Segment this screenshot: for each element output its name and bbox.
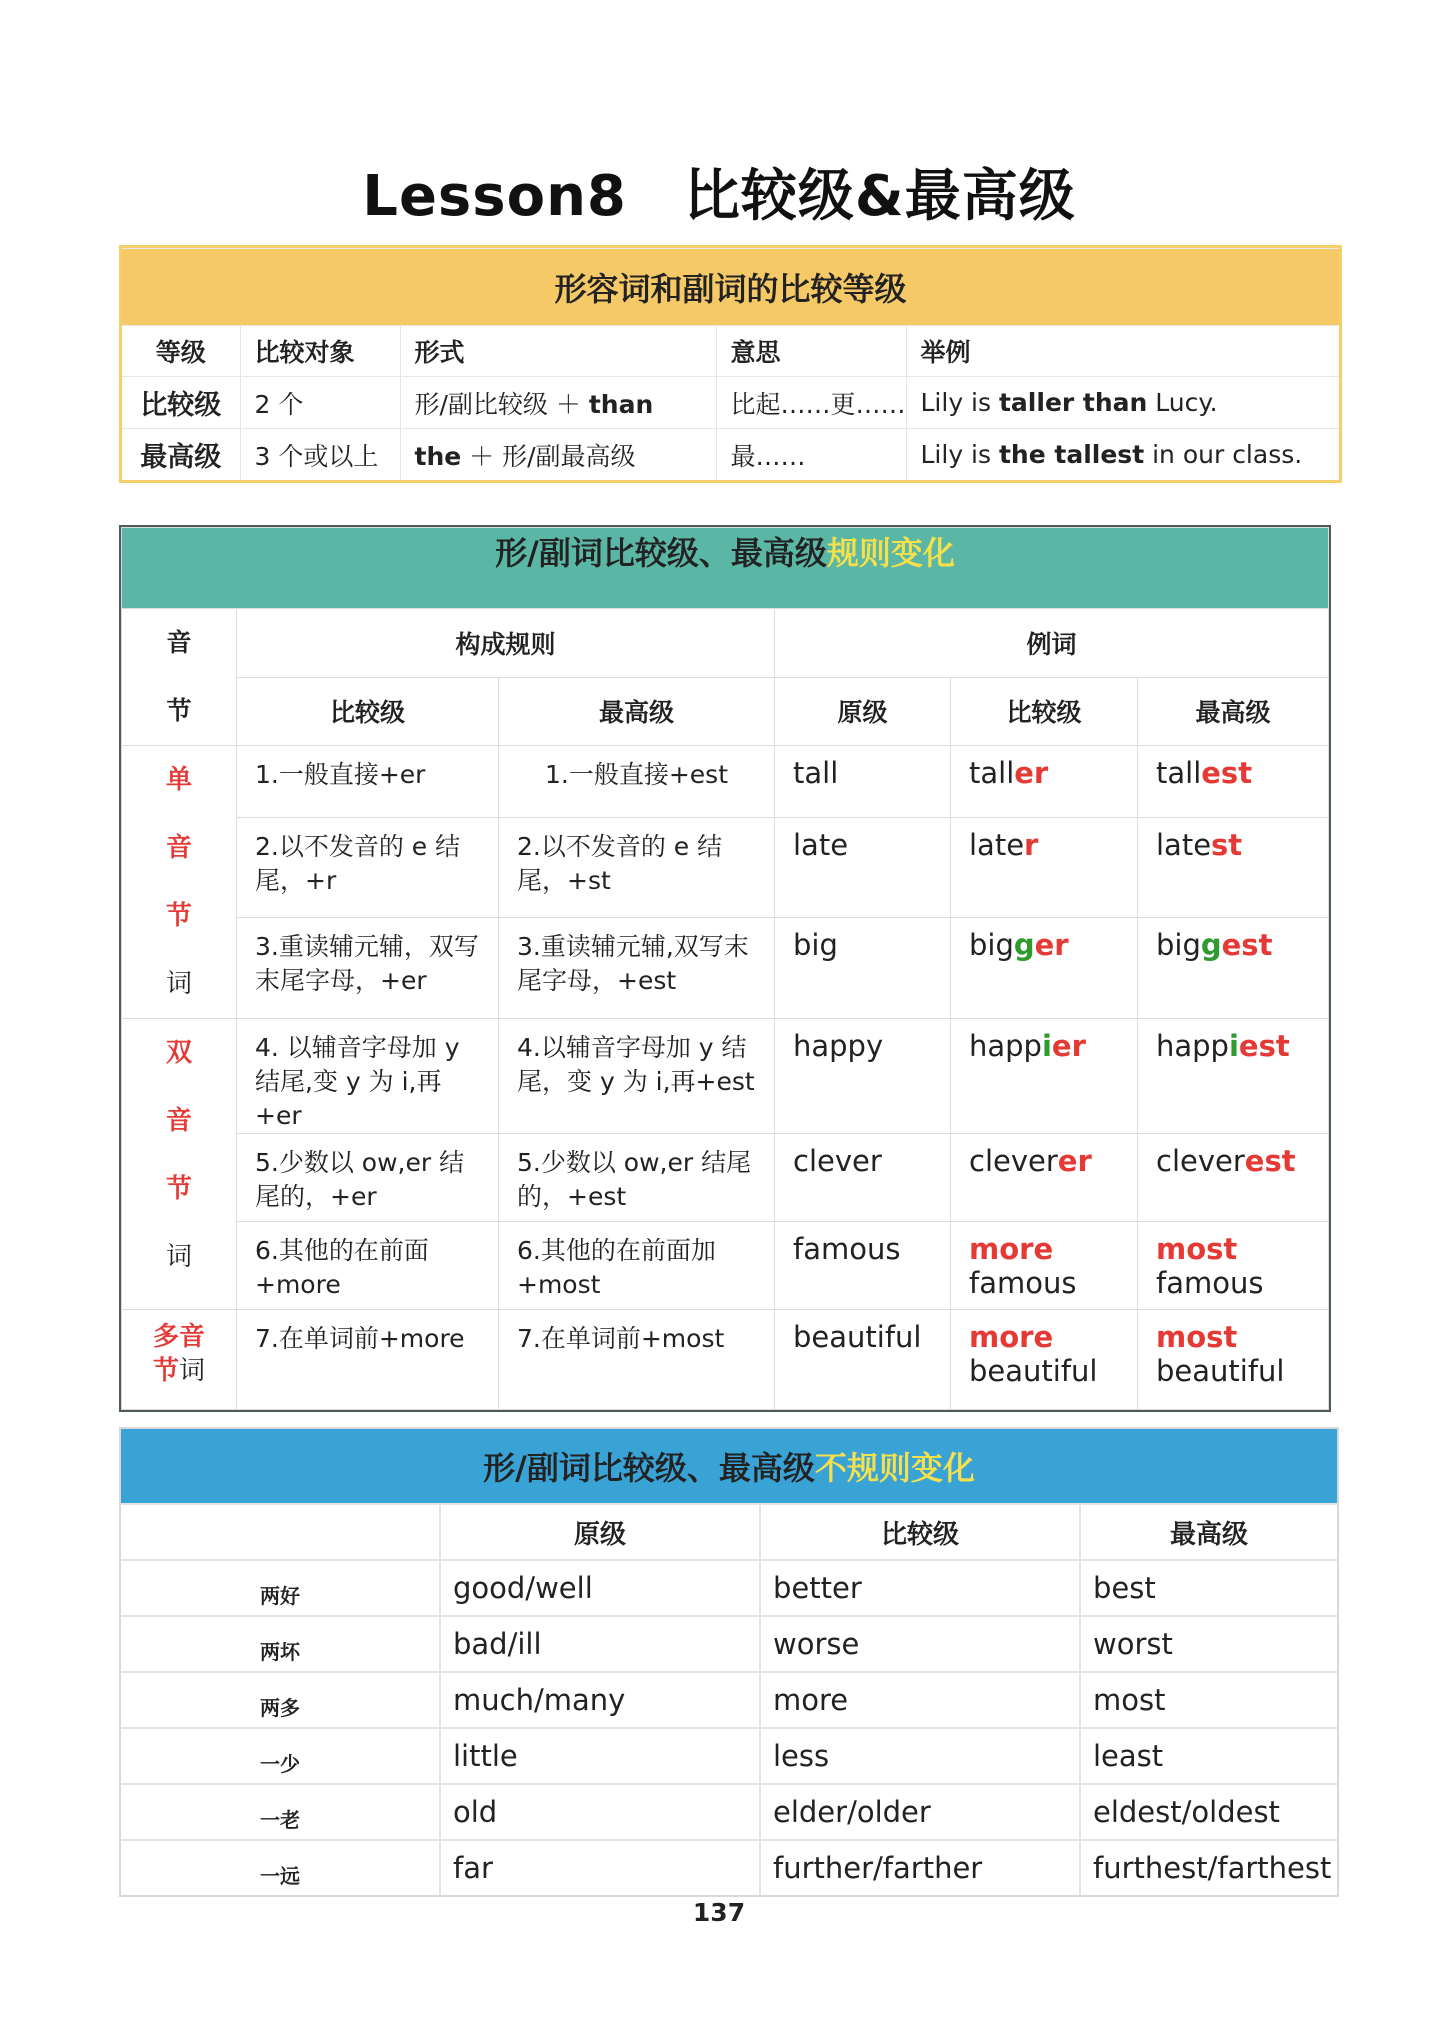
word-suffix: est (1244, 1144, 1296, 1178)
rule-superlative: 4.以辅音字母加 y 结尾，变 y 为 i,再+est (499, 1019, 775, 1134)
word-suffix: er (1014, 756, 1049, 790)
comparative-word: further/farther (760, 1840, 1080, 1895)
word-suffix: r (1024, 827, 1039, 862)
regular-changes-table (119, 525, 1331, 1412)
table-row (122, 1019, 1329, 1134)
rule-comparative: 2.以不发音的 e 结尾，+r (237, 817, 499, 918)
rule-superlative: 3.重读辅元辅,双写末尾字母，+est (499, 918, 775, 1019)
group-char: 音 (165, 833, 192, 863)
group-char: 单 (165, 765, 192, 795)
table-row (121, 1672, 1337, 1728)
page-title: Lesson8 比较级&最高级 (362, 164, 1076, 229)
rule-comparative: 6.其他的在前面+more (237, 1222, 499, 1310)
example-keyword: taller than (998, 388, 1148, 417)
word-stem: late (1156, 827, 1212, 862)
word-stem: tall (969, 756, 1015, 790)
superlative-word (1138, 918, 1329, 1019)
col-header-meaning: 意思 (716, 326, 906, 377)
example-cell (906, 377, 1339, 429)
col-header-group (121, 1504, 440, 1560)
word-stem: famous (1156, 1266, 1264, 1300)
rule-superlative: 7.在单词前+most (499, 1310, 775, 1410)
form-cell (400, 377, 716, 429)
changed-letter: i (1041, 1029, 1052, 1063)
col-header-base: 原级 (440, 1504, 760, 1560)
word-prefix: most (1156, 1320, 1238, 1354)
word-suffix: er (1051, 1029, 1086, 1063)
superlative-word (1138, 1134, 1329, 1222)
group-label: 一老 (121, 1784, 440, 1840)
table-row (122, 746, 1329, 818)
table-row (122, 1310, 1329, 1410)
rule-superlative: 5.少数以 ow,er 结尾的，+est (499, 1134, 775, 1222)
form-keyword: the (414, 441, 462, 471)
word-suffix: er (1034, 928, 1069, 963)
word-prefix: more (969, 1320, 1054, 1354)
rule-superlative: 2.以不发音的 e 结尾，+st (499, 817, 775, 918)
group-char: 节 (152, 1356, 179, 1386)
level-label: 比较级 (122, 377, 240, 429)
table-row (121, 1840, 1337, 1895)
subheader-superlative: 最高级 (1138, 677, 1329, 746)
group-char: 词 (179, 1356, 206, 1386)
example-text: Lucy. (1147, 388, 1218, 417)
base-word: much/many (440, 1672, 760, 1728)
word-suffix: est (1201, 756, 1253, 790)
word-stem: big (1156, 928, 1201, 963)
group-label: 两多 (121, 1672, 440, 1728)
base-word: clever (775, 1134, 951, 1222)
example-keyword: the tallest (998, 440, 1145, 469)
table-row (121, 1728, 1337, 1784)
subheader-superlative-rule: 最高级 (499, 677, 775, 746)
superlative-word: best (1080, 1560, 1337, 1616)
table-row (122, 1134, 1329, 1222)
syllable-header-char: 音 (166, 628, 192, 657)
group-single-syllable (122, 746, 237, 1019)
col-header-superlative: 最高级 (1080, 1504, 1337, 1560)
doubled-letter: g (1200, 928, 1222, 963)
form-text: ＋ 形/副最高级 (461, 441, 636, 471)
base-word: tall (775, 746, 951, 818)
word-suffix: est (1238, 1029, 1290, 1063)
group-multi-syllable (122, 1310, 237, 1410)
comparative-word (951, 1019, 1138, 1134)
rule-comparative: 7.在单词前+more (237, 1310, 499, 1410)
superlative-word: furthest/farthest (1080, 1840, 1337, 1895)
col-header-form: 形式 (400, 326, 716, 377)
example-cell (906, 429, 1339, 481)
table-row (122, 918, 1329, 1019)
example-header: 例词 (775, 609, 1329, 678)
base-word: bad/ill (440, 1616, 760, 1672)
group-label: 一少 (121, 1728, 440, 1784)
table-row (122, 377, 1339, 429)
rule-comparative: 1.一般直接+er (237, 746, 499, 818)
form-text: 形/副比较级 ＋ (414, 389, 589, 419)
word-stem: beautiful (969, 1354, 1098, 1388)
table-row (122, 429, 1339, 481)
col-header-level: 等级 (122, 326, 240, 377)
word-prefix: more (969, 1232, 1054, 1266)
changed-letter: i (1228, 1029, 1239, 1063)
heading-text: 形/副词比较级、最高级 (495, 534, 827, 572)
heading-highlight: 不规则变化 (814, 1449, 975, 1487)
group-label: 两好 (121, 1560, 440, 1616)
superlative-word: eldest/oldest (1080, 1784, 1337, 1840)
table2-heading (122, 528, 1329, 609)
comparative-word: better (760, 1560, 1080, 1616)
word-stem: clever (1156, 1144, 1245, 1178)
word-suffix: er (1057, 1144, 1092, 1178)
example-text: in our class. (1144, 440, 1303, 469)
comparative-word: more (760, 1672, 1080, 1728)
superlative-word (1138, 1310, 1329, 1410)
base-word: little (440, 1728, 760, 1784)
superlative-word: most (1080, 1672, 1337, 1728)
base-word: good/well (440, 1560, 760, 1616)
form-keyword: than (588, 389, 654, 419)
col-header-object: 比较对象 (240, 326, 400, 377)
syllable-header (122, 609, 237, 746)
comparative-word (951, 918, 1138, 1019)
group-label: 一远 (121, 1840, 440, 1895)
word-stem: tall (1156, 756, 1202, 790)
comparative-word: elder/older (760, 1784, 1080, 1840)
table3-heading (121, 1429, 1337, 1504)
word-stem: happ (1156, 1029, 1229, 1063)
superlative-word (1138, 1019, 1329, 1134)
table-row (122, 817, 1329, 918)
word-suffix: est (1221, 928, 1273, 963)
group-char: 多音 (152, 1322, 205, 1352)
table-row (121, 1784, 1337, 1840)
word-stem: big (969, 928, 1014, 963)
irregular-changes-table (119, 1427, 1339, 1897)
word-stem: happ (969, 1029, 1042, 1063)
form-cell (400, 429, 716, 481)
rule-superlative: 6.其他的在前面加+most (499, 1222, 775, 1310)
syllable-header-char: 节 (166, 696, 192, 725)
meaning-cell: 比起……更…… (716, 377, 906, 429)
comparative-word (951, 817, 1138, 918)
base-word: happy (775, 1019, 951, 1134)
group-double-syllable (122, 1019, 237, 1310)
page-number: 137 (692, 1898, 746, 1927)
example-text: Lily is (920, 440, 999, 469)
base-word: old (440, 1784, 760, 1840)
superlative-word: least (1080, 1728, 1337, 1784)
superlative-word (1138, 1222, 1329, 1310)
base-word: famous (775, 1222, 951, 1310)
word-suffix: st (1211, 827, 1243, 862)
comparative-word (951, 1134, 1138, 1222)
col-header-comparative: 比较级 (760, 1504, 1080, 1560)
meaning-cell: 最…… (716, 429, 906, 481)
rule-comparative: 4. 以辅音字母加 y 结尾,变 y 为 i,再+er (237, 1019, 499, 1134)
word-stem: beautiful (1156, 1354, 1285, 1388)
base-word: big (775, 918, 951, 1019)
rule-superlative: 1.一般直接+est (499, 746, 775, 818)
comparative-word: worse (760, 1616, 1080, 1672)
rule-comparative: 3.重读辅元辅，双写末尾字母，+er (237, 918, 499, 1019)
object-cell: 2 个 (240, 377, 400, 429)
word-stem: famous (969, 1266, 1077, 1300)
rule-comparative: 5.少数以 ow,er 结尾的，+er (237, 1134, 499, 1222)
subheader-comparative-rule: 比较级 (237, 677, 499, 746)
base-word: far (440, 1840, 760, 1895)
table-row (121, 1560, 1337, 1616)
group-label: 两坏 (121, 1616, 440, 1672)
example-text: Lily is (920, 388, 999, 417)
comparative-word (951, 1222, 1138, 1310)
rule-header: 构成规则 (237, 609, 775, 678)
word-prefix: most (1156, 1232, 1238, 1266)
group-char: 节 (165, 901, 192, 931)
word-stem: clever (969, 1144, 1058, 1178)
level-label: 最高级 (122, 429, 240, 481)
superlative-word (1138, 746, 1329, 818)
comparison-levels-table (119, 245, 1342, 483)
table-row (121, 1616, 1337, 1672)
heading-highlight: 规则变化 (826, 534, 955, 572)
base-word: beautiful (775, 1310, 951, 1410)
group-char: 双 (165, 1038, 192, 1068)
heading-text: 形/副词比较级、最高级 (483, 1449, 815, 1487)
word-stem: late (969, 827, 1025, 862)
subheader-comparative: 比较级 (951, 677, 1138, 746)
doubled-letter: g (1013, 928, 1035, 963)
superlative-word (1138, 817, 1329, 918)
group-char: 节 (165, 1174, 192, 1204)
superlative-word: worst (1080, 1616, 1337, 1672)
table1-heading: 形容词和副词的比较等级 (122, 249, 1339, 326)
subheader-base: 原级 (775, 677, 951, 746)
comparative-word: less (760, 1728, 1080, 1784)
col-header-example: 举例 (906, 326, 1339, 377)
group-char: 音 (165, 1106, 192, 1136)
table-row (122, 1222, 1329, 1310)
group-char: 词 (165, 969, 192, 999)
object-cell: 3 个或以上 (240, 429, 400, 481)
base-word: late (775, 817, 951, 918)
group-char: 词 (165, 1242, 192, 1272)
comparative-word (951, 746, 1138, 818)
comparative-word (951, 1310, 1138, 1410)
